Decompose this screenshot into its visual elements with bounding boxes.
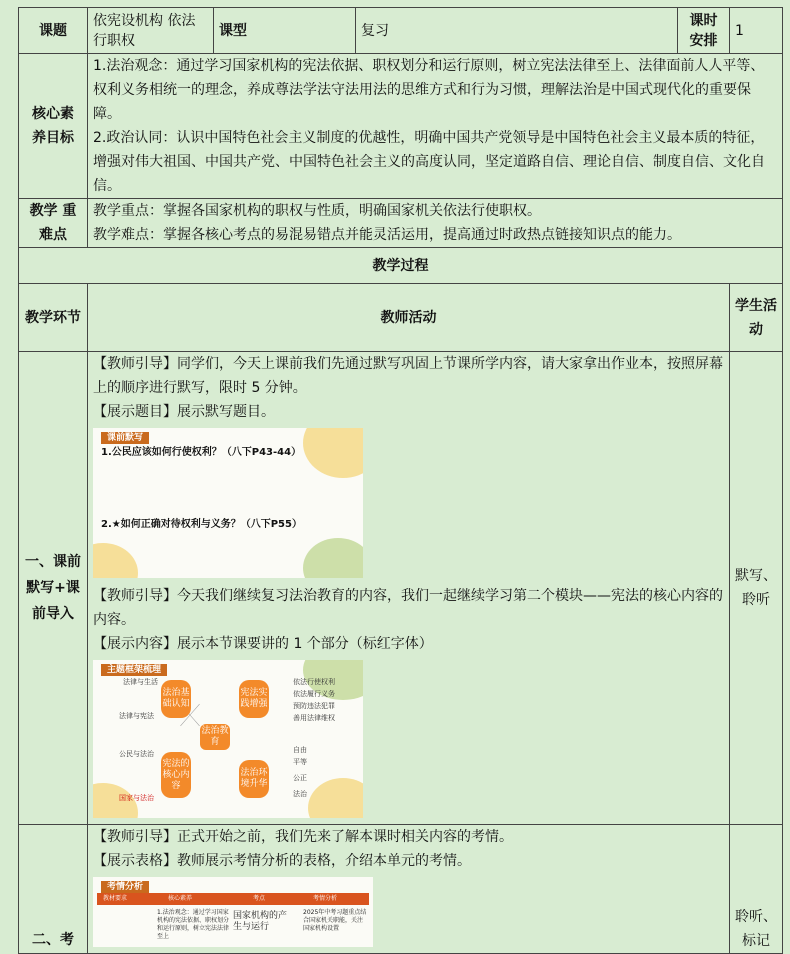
hours-label: 课时 安排 bbox=[678, 8, 730, 54]
stage2-student: 聆听、标记 bbox=[730, 825, 783, 954]
topic-label: 课题 bbox=[19, 8, 88, 54]
type-value: 复习 bbox=[356, 8, 678, 54]
stage1-student: 默写、聆听 bbox=[730, 352, 783, 825]
key-points-label: 教学 重难点 bbox=[19, 199, 88, 248]
topic-value: 依宪设机构 依法行职权 bbox=[88, 8, 214, 54]
framework-node-core: 宪法的核心内容 bbox=[161, 752, 191, 798]
core-goals-label: 核心素 养目标 bbox=[19, 54, 88, 199]
stage2-label: 二、考 bbox=[19, 825, 88, 954]
stage1-text-4: 【展示内容】展示本节课要讲的 1 个部分（标红字体） bbox=[93, 636, 433, 652]
framework-right-label-1: 依法行使权利 bbox=[293, 678, 335, 686]
dictation-question-2: 2.★如何正确对待权利与义务？（八下P55） bbox=[101, 519, 302, 530]
framework-node-center: 法治教育 bbox=[200, 724, 230, 750]
exam-cell-point: 国家机构的产生与运行 bbox=[233, 911, 288, 932]
core-goal-1: 1.法治观念：通过学习国家机构的宪法依据、职权划分和运行原则，树立宪法法律至上、法律面前人人平等、权利义务相统一的理念，养成尊法学法守法用法的思维方式和行为习惯，理解法治是中国式现代化的重要保障。 bbox=[93, 58, 765, 122]
stage1-text-1: 【教师引导】同学们，今天上课前我们先通过默写巩固上节课所学内容，请大家拿出作业本，按照屏幕上的顺序进行默写，限时 5 分钟。 bbox=[93, 356, 723, 396]
framework-slide bbox=[93, 660, 363, 818]
framework-right-label-6: 平等 bbox=[293, 758, 307, 766]
framework-node-basics: 法治基础认知 bbox=[161, 680, 191, 718]
framework-right-label-7: 公正 bbox=[293, 774, 307, 782]
framework-right-label-2: 依法履行义务 bbox=[293, 690, 335, 698]
stage1-text-3: 【教师引导】今天我们继续复习法治教育的内容，我们一起继续学习第二个模块——宪法的核心内容的内容。 bbox=[93, 588, 723, 628]
stage2-teacher bbox=[88, 825, 730, 954]
exam-header-3: 考点 bbox=[253, 895, 266, 902]
exam-slide-title: 考情分析 bbox=[101, 881, 149, 893]
stage1-teacher bbox=[88, 352, 730, 825]
exam-header-2: 核心素养 bbox=[168, 895, 193, 902]
teaching-difficulty: 教学难点：掌握各核心考点的易混易错点并能灵活运用，提高通过时政热点链接知识点的能力。 bbox=[93, 227, 681, 243]
col-student-header: 学生活动 bbox=[730, 284, 783, 352]
exam-cell-analysis: 2025年中考习题重点结合国家机关职能，关注国家机构设置 bbox=[303, 909, 367, 932]
framework-left-label-1: 法律与生活 bbox=[123, 678, 158, 686]
exam-analysis-slide bbox=[93, 877, 373, 947]
dictation-slide bbox=[93, 428, 363, 578]
exam-header-4: 考情分析 bbox=[313, 895, 338, 902]
hours-value: 1 bbox=[730, 8, 783, 54]
col-teacher-header: 教师活动 bbox=[88, 284, 730, 352]
framework-right-label-4: 善用法律维权 bbox=[293, 714, 335, 722]
stage1-text-2: 【展示题目】展示默写题目。 bbox=[93, 404, 275, 420]
framework-left-label-4: 国家与法治 bbox=[119, 794, 154, 802]
stage2-text-2: 【展示表格】教师展示考情分析的表格，介绍本单元的考情。 bbox=[93, 853, 471, 869]
framework-node-environment: 法治环境升华 bbox=[239, 760, 269, 798]
col-stage-header: 教学环节 bbox=[19, 284, 88, 352]
framework-left-label-3: 公民与法治 bbox=[119, 750, 154, 758]
process-title: 教学过程 bbox=[19, 248, 783, 284]
framework-left-label-2: 法律与宪法 bbox=[119, 712, 154, 720]
framework-slide-title: 主题框架梳理 bbox=[101, 664, 167, 676]
key-points-content bbox=[88, 199, 783, 248]
exam-cell-literacy: 1.法治观念：通过学习国家机构的宪法依据、职权划分和运行原则，树立宪法法律至上 bbox=[157, 909, 230, 940]
core-goals-content bbox=[88, 54, 783, 199]
framework-node-practice: 宪法实践增强 bbox=[239, 680, 269, 718]
lesson-plan-table bbox=[18, 7, 783, 954]
framework-right-label-3: 预防违法犯罪 bbox=[293, 702, 335, 710]
teaching-focus: 教学重点：掌握各国家机构的职权与性质，明确国家机关依法行使职权。 bbox=[93, 203, 541, 219]
exam-header-1: 教材要求 bbox=[103, 895, 128, 902]
type-label: 课型 bbox=[214, 8, 356, 54]
core-goal-2: 2.政治认同：认识中国特色社会主义制度的优越性，明确中国共产党领导是中国特色社会主义最本质的特征，增强对伟大祖国、中国共产党、中国特色社会主义的高度认同，坚定道路自信、理论自信、制度自信、文化自信。 bbox=[93, 130, 765, 194]
framework-right-label-8: 法治 bbox=[293, 790, 307, 798]
stage1-label: 一、课前默写+课前导入 bbox=[19, 352, 88, 825]
dictation-slide-title: 课前默写 bbox=[101, 432, 149, 444]
framework-right-label-5: 自由 bbox=[293, 746, 307, 754]
dictation-question-1: 1.公民应该如何行使权利？（八下P43-44） bbox=[101, 447, 302, 458]
stage2-text-1: 【教师引导】正式开始之前，我们先来了解本课时相关内容的考情。 bbox=[93, 829, 513, 845]
